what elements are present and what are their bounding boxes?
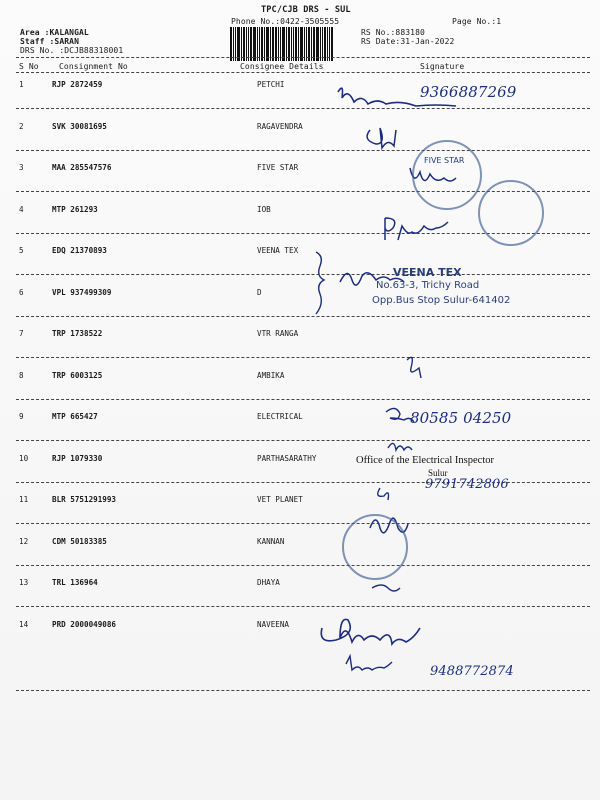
row-consignee-name: RAGAVENDRA xyxy=(257,121,303,131)
row-consignee-name: PETCHI xyxy=(257,80,285,89)
handwritten-phone-row8: 80585 04250 xyxy=(410,409,512,427)
handwritten-phone-row14: 9488772874 xyxy=(430,664,514,679)
row-sno: 13 xyxy=(19,578,29,587)
row-sno: 11 xyxy=(19,495,29,504)
row-sno: 10 xyxy=(19,453,29,463)
row-consignment-number: EDQ 21370893 xyxy=(52,246,107,255)
five-star-stamp-text: FIVE STAR xyxy=(424,156,465,165)
area-label: Area :KALANGAL xyxy=(20,28,89,37)
row-consignee-name: KANNAN xyxy=(257,536,285,546)
rs-number: RS No.:883180 xyxy=(361,28,425,37)
electrical-stamp-line1: Office of the Electrical Inspector xyxy=(356,455,494,466)
veena-tex-stamp-addr2: Opp.Bus Stop Sulur-641402 xyxy=(372,295,511,306)
row-consignee-name: ELECTRICAL xyxy=(257,412,303,421)
row-consignment-number: TRP 6003125 xyxy=(52,370,103,380)
row-consignee-name: NAVEENA xyxy=(257,619,290,629)
row-consignment-number: RJP 2872459 xyxy=(52,80,103,89)
row-consignee-name: AMBIKA xyxy=(257,370,285,380)
signature-row-13 xyxy=(321,619,420,644)
row-sno: 14 xyxy=(19,619,29,629)
row-consignment-number: PRD 2000049086 xyxy=(52,619,117,629)
vet-round-stamp xyxy=(342,514,408,580)
phone-number: Phone No.:0422-3505555 xyxy=(231,17,340,26)
bank-round-stamp xyxy=(478,180,544,246)
row-consignment-number: VPL 937499309 xyxy=(52,287,112,297)
col-sno-header: S No xyxy=(19,62,39,71)
row-consignee-name: VET PLANET xyxy=(257,495,303,504)
row-sno: 5 xyxy=(19,246,24,255)
col-signature-header: Signature xyxy=(420,62,465,71)
document-title: TPC/CJB DRS - SUL xyxy=(261,5,351,15)
row-sno: 4 xyxy=(19,204,24,214)
row-consignment-number: SVK 30081695 xyxy=(52,121,107,131)
row-consignee-name: VTR RANGA xyxy=(257,329,299,338)
row-consignment-number: RJP 1079330 xyxy=(52,453,103,463)
brace-rows-5-6 xyxy=(316,252,324,314)
row-sno: 3 xyxy=(19,163,24,172)
row-consignment-number: CDM 50183385 xyxy=(52,536,107,546)
signature-row-12 xyxy=(372,585,400,591)
row-consignee-name: IOB xyxy=(257,204,271,214)
table-end-divider xyxy=(16,690,590,691)
veena-tex-stamp-addr1: No.63-3, Trichy Road xyxy=(376,280,480,291)
signature-row-10 xyxy=(378,488,389,500)
rs-date: RS Date:31-Jan-2022 xyxy=(361,37,455,46)
row-consignment-number: MTP 665427 xyxy=(52,412,98,421)
signature-row-4 xyxy=(385,218,448,240)
handwritten-phone-row10: 9791742806 xyxy=(425,477,509,492)
row-consignee-name: VEENA TEX xyxy=(257,246,299,255)
veena-tex-stamp-name: VEENA TEX xyxy=(393,266,462,279)
row-sno: 8 xyxy=(19,370,24,380)
drs-number: DRS No. :DCJB88318001 xyxy=(20,46,124,55)
handwritten-phone-row1: 9366887269 xyxy=(420,83,517,101)
row-sno: 1 xyxy=(19,80,24,89)
signature-row-7 xyxy=(407,357,421,378)
row-consignee-name: FIVE STAR xyxy=(257,163,299,172)
row-sno: 12 xyxy=(19,536,29,546)
row-consignment-number: MTP 261293 xyxy=(52,204,98,214)
row-consignee-name: PARTHASARATHY xyxy=(257,453,317,463)
electrical-stamp-line2: Sulur xyxy=(428,468,448,478)
five-star-round-stamp xyxy=(412,140,482,210)
signature-row-9 xyxy=(388,443,412,450)
signature-row-2 xyxy=(367,128,396,148)
staff-label: Staff :SARAN xyxy=(20,37,79,46)
signature-row-14 xyxy=(346,656,392,670)
col-consignment-header: Consignment No xyxy=(59,62,128,71)
row-consignment-number: TRP 1738522 xyxy=(52,329,103,338)
col-consignee-header: Consignee Details xyxy=(240,62,324,71)
row-consignee-name: D xyxy=(257,287,262,297)
row-sno: 6 xyxy=(19,287,24,297)
row-consignment-number: BLR 5751291993 xyxy=(52,495,117,504)
row-sno: 9 xyxy=(19,412,24,421)
row-consignment-number: TRL 136964 xyxy=(52,578,98,587)
page-number: Page No.:1 xyxy=(452,17,502,26)
row-consignee-name: DHAYA xyxy=(257,578,280,587)
row-sno: 7 xyxy=(19,329,24,338)
row-consignment-number: MAA 285547576 xyxy=(52,163,112,172)
row-sno: 2 xyxy=(19,121,24,131)
